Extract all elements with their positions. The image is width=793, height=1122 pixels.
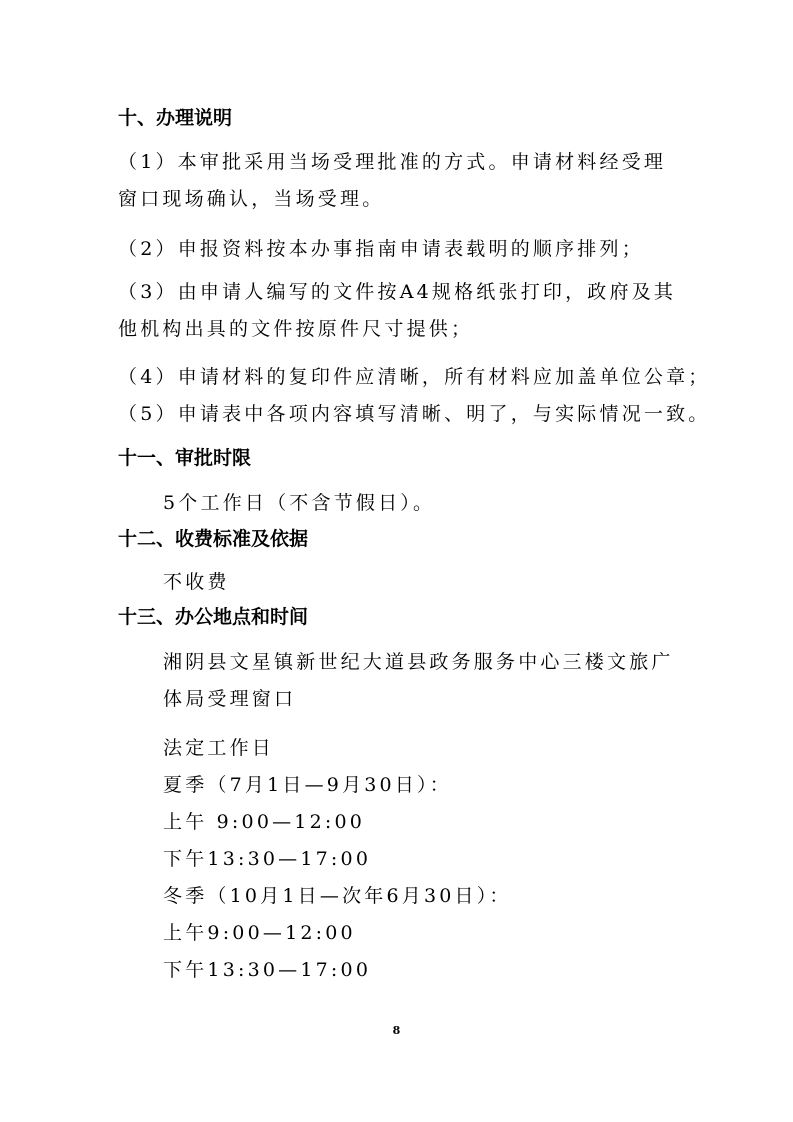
fee-text: 不收费 xyxy=(163,571,230,593)
winter-morning-hours: 上午9:00—12:00 xyxy=(163,922,356,944)
item-4-text: （4）申请材料的复印件应清晰，所有材料应加盖单位公章； xyxy=(118,366,711,388)
summer-period: 夏季（7月1日—9月30日）： xyxy=(163,774,452,796)
workday-label: 法定工作日 xyxy=(163,737,275,759)
section-10-heading: 十、办理说明 xyxy=(118,107,233,129)
item-2-text: （2）申报资料按本办事指南申请表载明的顺序排列； xyxy=(118,238,644,260)
office-address-text: 湘阴县文星镇新世纪大道县政务服务中心三楼文旅广体局受理窗口 xyxy=(163,651,674,710)
item-3-text: （3）由申请人编写的文件按A4规格纸张打印，政府及其他机构出具的文件按原件尺寸提供； xyxy=(118,281,677,340)
section-11-heading: 十一、审批时限 xyxy=(118,447,252,469)
section-13-heading: 十三、办公地点和时间 xyxy=(118,606,309,628)
page-number: 8 xyxy=(392,1024,401,1037)
item-1-text: （1）本审批采用当场受理批准的方式。申请材料经受理窗口现场确认，当场受理。 xyxy=(118,151,667,210)
summer-morning-hours: 上午 9:00—12:00 xyxy=(163,811,366,833)
winter-afternoon-hours: 下午13:30—17:00 xyxy=(163,959,372,981)
summer-afternoon-hours: 下午13:30—17:00 xyxy=(163,848,372,870)
winter-period: 冬季（10月1日—次年6月30日）： xyxy=(163,885,512,907)
approval-period-text: 5个工作日（不含节假日）。 xyxy=(163,492,436,514)
item-5-text: （5）申请表中各项内容填写清晰、明了，与实际情况一致。 xyxy=(118,403,711,425)
section-12-heading: 十二、收费标准及依据 xyxy=(118,528,309,550)
